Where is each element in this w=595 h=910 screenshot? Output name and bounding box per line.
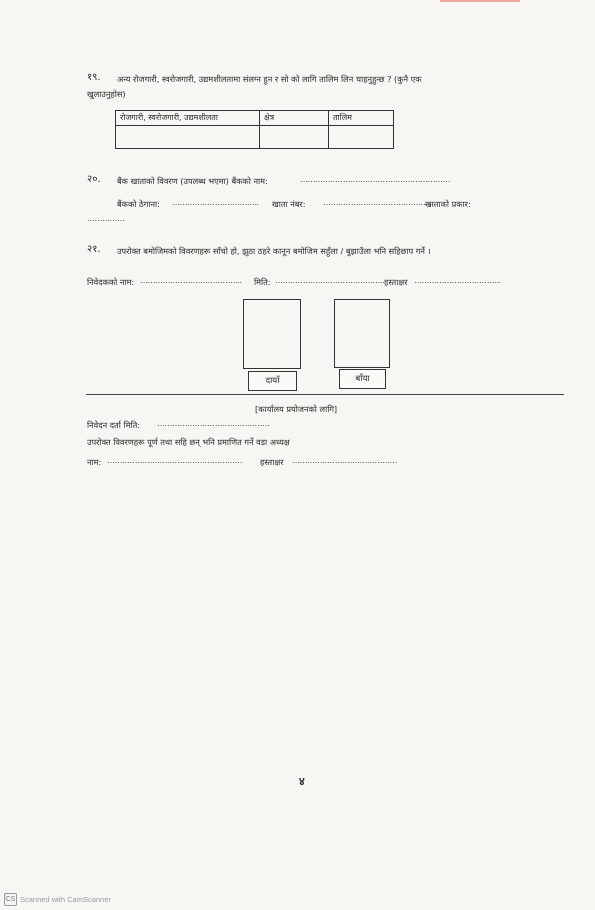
table-header-cell: क्षेत्र — [260, 111, 329, 126]
office-use-heading: [कार्यालय प्रयोजनको लागि] — [255, 404, 338, 414]
table-cell[interactable] — [260, 126, 329, 149]
applicant-date-label: मिति: — [254, 277, 271, 287]
q20-account-no-label: खाता नंबर: — [272, 199, 306, 209]
registration-date-field[interactable]: ……………………………………… — [157, 419, 270, 428]
applicant-name-label: निवेदकको नाम: — [87, 277, 135, 287]
q21-number: २१. — [87, 244, 101, 255]
q20-account-type-field[interactable]: …………… — [87, 214, 125, 223]
verification-text: उपरोक्त विवरणहरू पूर्ण तथा सहि छन् भनि प्रमाणित गर्ने वडा अध्यक्ष — [87, 437, 290, 447]
q20-number: २०. — [87, 174, 101, 185]
left-thumbprint-box[interactable] — [334, 299, 390, 368]
applicant-name-field[interactable]: ………………………………….. — [140, 276, 242, 285]
right-thumb-label: दायाँ — [248, 371, 297, 391]
table-cell[interactable] — [329, 126, 394, 149]
left-thumb-label: बाँया — [339, 369, 386, 389]
q21-declaration: उपरोक्त बमोजिमको विवरणहरू साँचो हो, झुठा ठहरे कानून बमोजिम सहुँला / बुझाउँला भनि सहिछाप गर्ने । — [117, 246, 431, 256]
q19-text-line2: खुलाउनुहोस) — [87, 89, 126, 99]
applicant-signature-label: हस्ताक्षर — [384, 277, 408, 287]
table-row — [116, 126, 394, 149]
q20-bank-name-label: बैंक खाताको विवरण (उपलब्ध भएमा) बैंकको नाम: — [117, 176, 268, 186]
scan-top-edge — [440, 0, 520, 2]
q20-account-no-field[interactable]: ……………………………………… — [323, 198, 436, 207]
q20-bank-name-field[interactable]: …………………………………………………… — [300, 175, 450, 184]
watermark-text: Scanned with CamScanner — [20, 895, 111, 904]
ward-chair-signature-field[interactable]: …………………………………… — [292, 456, 397, 465]
q20-bank-address-field[interactable]: …………………………….. — [172, 198, 259, 207]
applicant-signature-field[interactable]: …………………………….. — [414, 276, 501, 285]
table-header-row — [116, 111, 394, 126]
q19-text-line1: अन्य रोजगारी, स्वरोजगारी, उद्यमशीलतामा संलग्न हुन र सो को लागि तालिम लिन चाहनुहुन्छ ? (कुनै एक — [117, 74, 422, 84]
camscanner-watermark — [4, 893, 111, 906]
table-cell[interactable] — [116, 126, 260, 149]
q19-number: १९. — [87, 72, 101, 83]
q20-account-type-label: खाताको प्रकार: — [425, 199, 471, 209]
section-divider — [86, 394, 564, 395]
page-number: ४ — [299, 775, 305, 788]
ward-chair-name-field[interactable]: ……………………………………………… — [107, 456, 242, 465]
q19-table — [115, 110, 394, 149]
registration-date-label: निवेदन दर्ता मिति: — [87, 420, 141, 430]
ward-chair-signature-label: हस्ताक्षर — [260, 457, 284, 467]
ward-chair-name-label: नाम: — [87, 457, 102, 467]
table-header-cell: तालिम — [329, 111, 394, 126]
applicant-date-field[interactable]: …………………………………….. — [275, 276, 385, 285]
right-thumbprint-box[interactable] — [243, 299, 301, 369]
q20-bank-address-label: बैंकको ठेगाना: — [117, 199, 160, 209]
camscanner-logo-icon: CS — [4, 893, 17, 906]
table-header-cell: रोजगारी, स्वरोजगारी, उद्यमशीलता — [116, 111, 260, 126]
